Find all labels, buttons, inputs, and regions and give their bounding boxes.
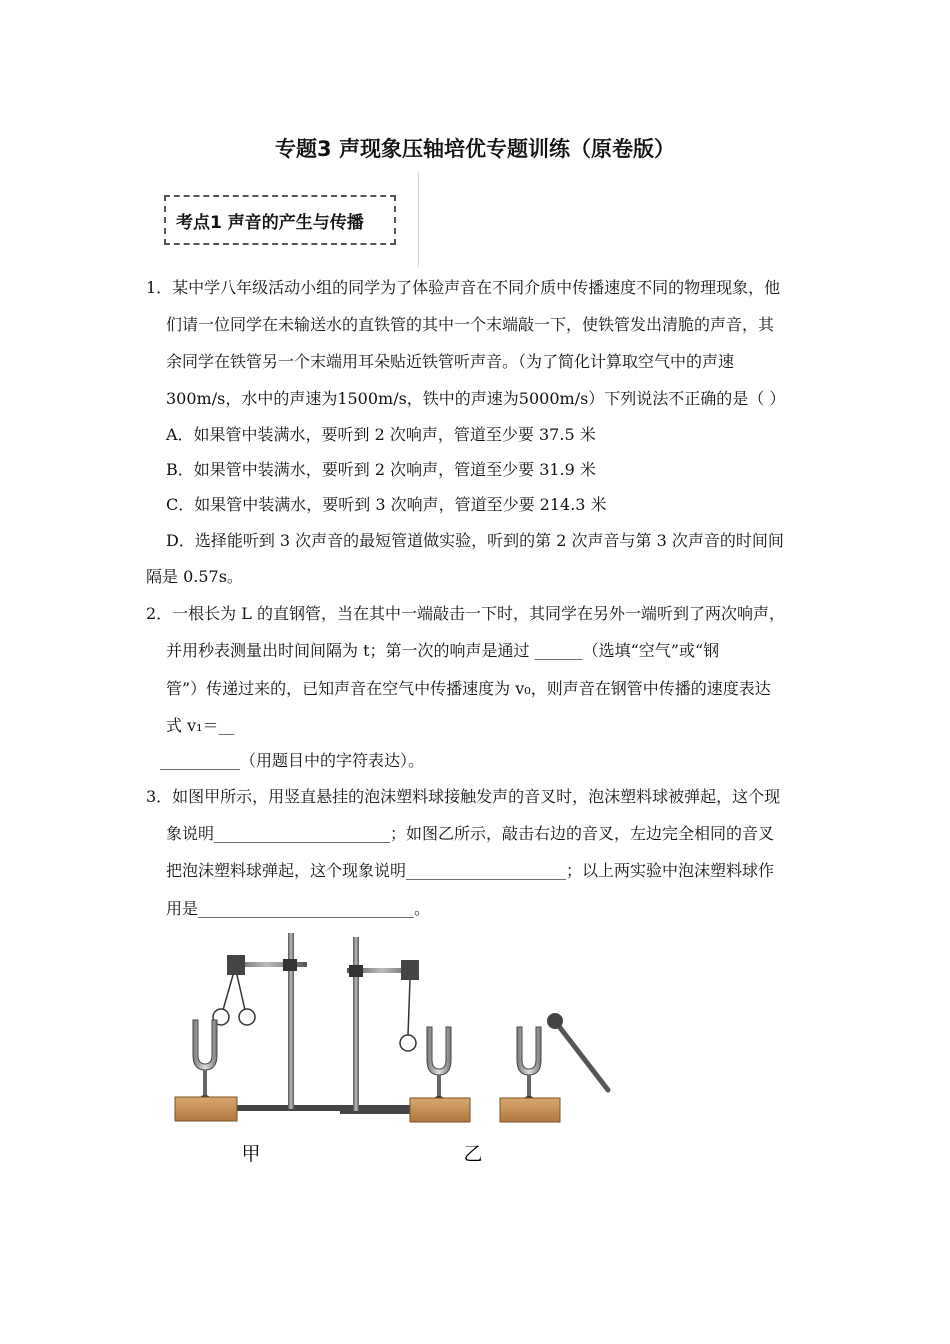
wood-block-yi-right — [500, 1098, 560, 1122]
q2-line-2: 并用秒表测量出时间间隔为 t；第一次的响声是通过 ______（选填“空气”或“钢 — [166, 641, 720, 660]
q3-line-2: 象说明______________________；如图乙所示，敲击右边的音叉，左边完全相同的音叉 — [166, 824, 775, 843]
q1-option-d-line-1: D．选择能听到 3 次声音的最短管道做实验，听到的第 2 次声音与第 3 次声音的时间间 — [166, 531, 784, 550]
foam-ball-jia-2 — [239, 1009, 255, 1025]
string-jia-1 — [223, 975, 233, 1010]
tuning-fork-figure — [165, 925, 625, 1175]
holder-jia — [227, 955, 245, 975]
clamp-yi — [349, 965, 363, 977]
tuning-fork-yi-left — [427, 1027, 451, 1075]
stand-base-yi — [340, 1108, 420, 1114]
q2-line-1: 2．一根长为 L 的直钢管，当在其中一端敲击一下时，其同学在另外一端听到了两次响声， — [146, 604, 785, 623]
q2-line-4: 式 v₁＝__ — [166, 716, 235, 735]
tuning-fork-jia — [193, 1020, 217, 1070]
q2-line-5: __________（用题目中的字符表达）。 — [160, 751, 425, 770]
tuning-fork-yi-right — [517, 1027, 541, 1075]
q1-line-2: 们请一位同学在未输送水的直铁管的其中一个末端敲一下，使铁管发出清脆的声音，其 — [166, 315, 775, 334]
setup-jia — [175, 933, 415, 1165]
string-jia-2 — [237, 975, 245, 1010]
q1-line-4: 300m/s，水中的声速为1500m/s，铁中的声速为5000m/s）下列说法不正确的是（ ） — [166, 389, 786, 408]
clamp-jia — [283, 959, 297, 971]
q3-line-1: 3．如图甲所示，用竖直悬挂的泡沫塑料球接触发声的音叉时，泡沫塑料球被弹起，这个现 — [146, 787, 781, 806]
q1-option-d-line-2: 隔是 0.57s。 — [146, 567, 243, 586]
wood-block-jia — [175, 1097, 237, 1121]
string-yi — [408, 980, 410, 1035]
section-label — [164, 195, 396, 245]
label-jia: 甲 — [241, 1143, 261, 1165]
page-title: 专题3 声现象压轴培优专题训练（原卷版） — [275, 137, 675, 161]
setup-yi — [340, 937, 608, 1165]
q3-line-3: 把泡沫塑料球弹起，这个现象说明____________________；以上两实验中泡沫塑料球作 — [166, 861, 775, 880]
holder-yi — [401, 960, 419, 980]
section-label-text: 考点1 声音的产生与传播 — [176, 212, 364, 233]
mallet-handle — [558, 1025, 608, 1090]
q2-line-3: 管”）传递过来的，已知声音在空气中传播速度为 v₀，则声音在钢管中传播的速度表达 — [166, 679, 771, 698]
label-yi: 乙 — [463, 1143, 483, 1165]
q3-line-4: 用是___________________________。 — [166, 899, 431, 918]
figure-svg — [165, 925, 625, 1175]
q1-option-a: A．如果管中装满水，要听到 2 次响声，管道至少要 37.5 米 — [166, 425, 596, 444]
stand-rod-yi — [353, 937, 359, 1111]
wood-block-yi-left — [410, 1098, 470, 1122]
q1-line-1: 1．某中学八年级活动小组的同学为了体验声音在不同介质中传播速度不同的物理现象，他 — [146, 278, 781, 297]
q1-line-3: 余同学在铁管另一个末端用耳朵贴近铁管听声音。（为了简化计算取空气中的声速 — [166, 352, 735, 371]
mallet-head — [547, 1013, 563, 1029]
q1-option-c: C．如果管中装满水，要听到 3 次响声，管道至少要 214.3 米 — [166, 495, 607, 514]
q1-option-b: B．如果管中装满水，要听到 2 次响声，管道至少要 31.9 米 — [166, 460, 596, 479]
divider-line — [418, 172, 419, 267]
foam-ball-yi — [400, 1035, 416, 1051]
